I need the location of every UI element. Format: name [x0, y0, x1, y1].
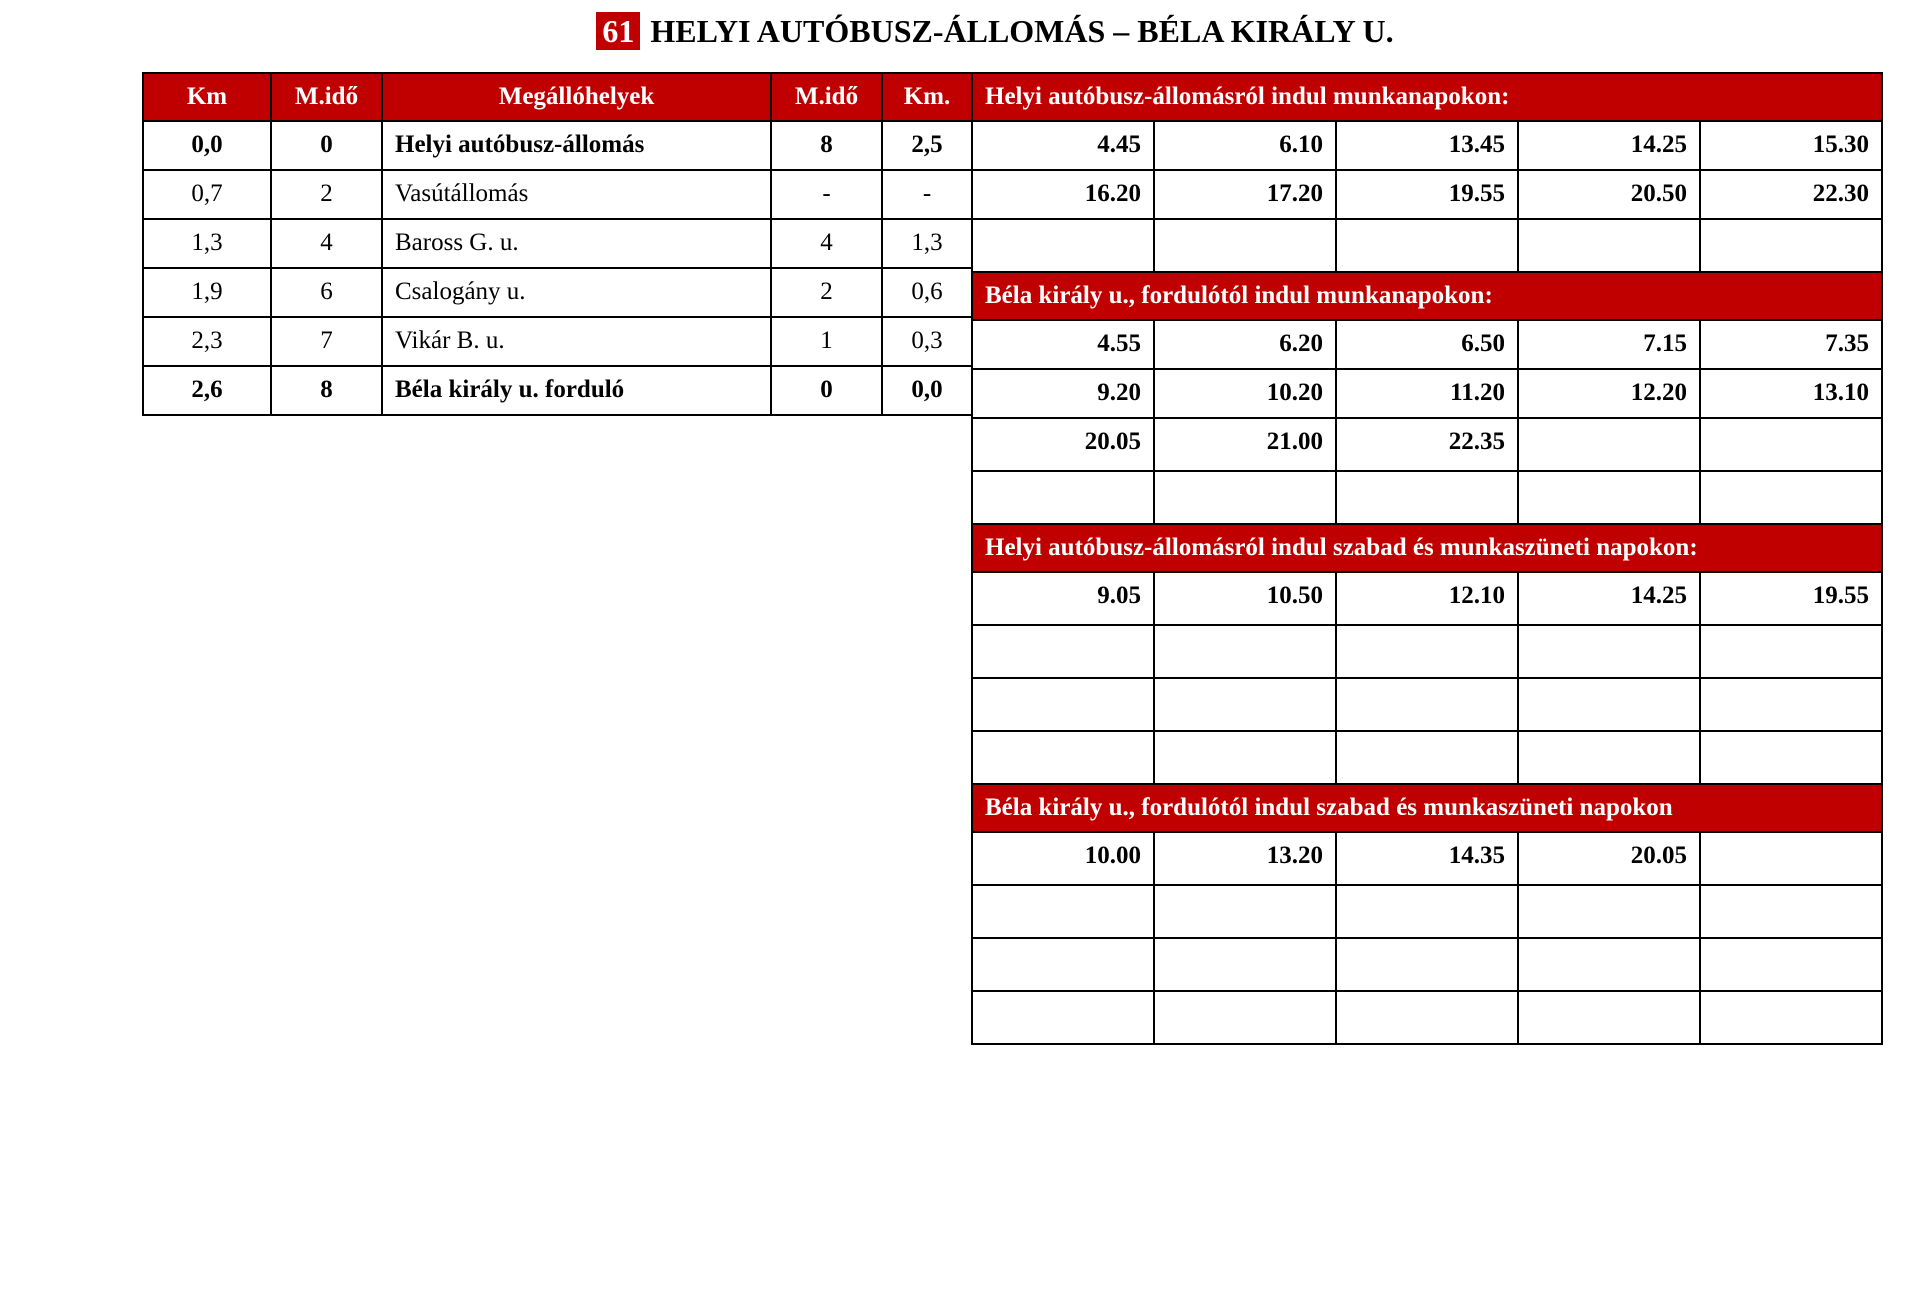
stop-km: 2,6	[143, 366, 271, 415]
departure-time	[1700, 678, 1882, 731]
departure-time: 13.45	[1336, 121, 1518, 170]
departure-time	[972, 219, 1154, 272]
stop-km: 2,3	[143, 317, 271, 366]
departure-time	[1700, 885, 1882, 938]
stop-time-return: 0	[771, 366, 882, 415]
departure-time	[1336, 471, 1518, 524]
departure-time	[972, 625, 1154, 678]
departure-row	[972, 572, 1882, 625]
stop-km-return: 0,3	[882, 317, 972, 366]
stop-name: Helyi autóbusz-állomás	[382, 121, 771, 170]
stops-table	[142, 72, 973, 416]
departure-time: 10.20	[1154, 369, 1336, 418]
departure-time: 6.50	[1336, 320, 1518, 369]
stop-name: Csalogány u.	[382, 268, 771, 317]
stop-time-return: 4	[771, 219, 882, 268]
departure-time	[1518, 678, 1700, 731]
departure-time: 7.35	[1700, 320, 1882, 369]
departure-time	[1700, 471, 1882, 524]
section-title: Helyi autóbusz-állomásról indul munkanapokon:	[972, 73, 1882, 121]
departure-time: 14.25	[1518, 121, 1700, 170]
departure-time	[1154, 625, 1336, 678]
stop-time: 0	[271, 121, 382, 170]
departure-time	[1154, 731, 1336, 784]
departure-time	[1336, 678, 1518, 731]
departure-row	[972, 369, 1882, 418]
departure-time	[1518, 731, 1700, 784]
departure-time	[1336, 625, 1518, 678]
stop-row	[143, 219, 972, 268]
stop-time: 6	[271, 268, 382, 317]
departure-time: 9.20	[972, 369, 1154, 418]
departure-time	[1700, 625, 1882, 678]
stop-km: 0,0	[143, 121, 271, 170]
departure-time: 7.15	[1518, 320, 1700, 369]
departure-time	[972, 938, 1154, 991]
departure-row	[972, 471, 1882, 524]
departure-time: 13.20	[1154, 832, 1336, 885]
header-travel-time-return: M.idő	[771, 73, 882, 121]
departure-time	[1518, 991, 1700, 1044]
departure-time	[1154, 219, 1336, 272]
header-km: Km	[143, 73, 271, 121]
stop-time-return: 1	[771, 317, 882, 366]
route-name: HELYI AUTÓBUSZ-ÁLLOMÁS – BÉLA KIRÁLY U.	[650, 13, 1394, 49]
stop-time: 7	[271, 317, 382, 366]
section-header-row	[972, 524, 1882, 572]
stop-km-return: 0,0	[882, 366, 972, 415]
stop-time: 2	[271, 170, 382, 219]
departure-time	[1518, 938, 1700, 991]
stop-time: 4	[271, 219, 382, 268]
departure-time	[1154, 991, 1336, 1044]
departure-time	[1518, 625, 1700, 678]
departure-row	[972, 991, 1882, 1044]
departure-time	[1518, 219, 1700, 272]
timetable	[971, 72, 1883, 1045]
departure-time	[1700, 219, 1882, 272]
stop-row	[143, 317, 972, 366]
departure-time	[1700, 731, 1882, 784]
departure-time: 22.35	[1336, 418, 1518, 471]
departure-time	[1336, 991, 1518, 1044]
header-km-return: Km.	[882, 73, 972, 121]
departure-time: 20.05	[1518, 832, 1700, 885]
departure-time: 16.20	[972, 170, 1154, 219]
departure-time: 15.30	[1700, 121, 1882, 170]
page-title	[0, 10, 1920, 52]
departure-row	[972, 320, 1882, 369]
departure-time	[1700, 938, 1882, 991]
departure-time: 19.55	[1336, 170, 1518, 219]
departure-row	[972, 170, 1882, 219]
departure-time	[1154, 885, 1336, 938]
departure-time	[972, 678, 1154, 731]
departure-time: 21.00	[1154, 418, 1336, 471]
stop-name: Baross G. u.	[382, 219, 771, 268]
departure-time	[1518, 885, 1700, 938]
departure-time: 10.50	[1154, 572, 1336, 625]
departure-row	[972, 678, 1882, 731]
departure-time: 11.20	[1336, 369, 1518, 418]
section-header-row	[972, 784, 1882, 832]
departure-time	[1336, 885, 1518, 938]
stop-km-return: 1,3	[882, 219, 972, 268]
stop-km: 1,9	[143, 268, 271, 317]
departure-time	[972, 471, 1154, 524]
departure-time: 22.30	[1700, 170, 1882, 219]
departure-time: 13.10	[1700, 369, 1882, 418]
departure-time	[972, 991, 1154, 1044]
departure-time: 4.55	[972, 320, 1154, 369]
departure-time: 10.00	[972, 832, 1154, 885]
departure-time	[1336, 731, 1518, 784]
section-title: Béla király u., fordulótól indul szabad és munkaszüneti napokon	[972, 784, 1882, 832]
stop-km-return: 0,6	[882, 268, 972, 317]
departure-time	[1154, 678, 1336, 731]
stop-name: Vasútállomás	[382, 170, 771, 219]
stop-km-return: -	[882, 170, 972, 219]
departure-time	[1518, 418, 1700, 471]
stop-km-return: 2,5	[882, 121, 972, 170]
departure-time: 14.25	[1518, 572, 1700, 625]
stop-km: 1,3	[143, 219, 271, 268]
section-header-row	[972, 73, 1882, 121]
stop-time: 8	[271, 366, 382, 415]
departure-time: 12.10	[1336, 572, 1518, 625]
stop-row	[143, 121, 972, 170]
stop-row	[143, 366, 972, 415]
departure-row	[972, 121, 1882, 170]
stop-name: Vikár B. u.	[382, 317, 771, 366]
departure-time: 17.20	[1154, 170, 1336, 219]
stop-time-return: 2	[771, 268, 882, 317]
section-title: Helyi autóbusz-állomásról indul szabad és munkaszüneti napokon:	[972, 524, 1882, 572]
route-number: 61	[596, 12, 640, 50]
departure-time: 9.05	[972, 572, 1154, 625]
departure-row	[972, 731, 1882, 784]
departure-row	[972, 832, 1882, 885]
departure-time	[1336, 938, 1518, 991]
stop-time-return: 8	[771, 121, 882, 170]
departure-row	[972, 219, 1882, 272]
departure-row	[972, 625, 1882, 678]
departure-row	[972, 938, 1882, 991]
departure-time: 20.05	[972, 418, 1154, 471]
section-title: Béla király u., fordulótól indul munkanapokon:	[972, 272, 1882, 320]
section-header-row	[972, 272, 1882, 320]
departure-time: 20.50	[1518, 170, 1700, 219]
header-travel-time: M.idő	[271, 73, 382, 121]
departure-row	[972, 418, 1882, 471]
departure-time: 4.45	[972, 121, 1154, 170]
stops-header-row	[143, 73, 972, 121]
stop-name: Béla király u. forduló	[382, 366, 771, 415]
departure-time	[1336, 219, 1518, 272]
stop-row	[143, 170, 972, 219]
departure-time	[1700, 991, 1882, 1044]
departure-time	[1154, 471, 1336, 524]
departure-time	[972, 731, 1154, 784]
stop-row	[143, 268, 972, 317]
departure-time: 19.55	[1700, 572, 1882, 625]
departure-time: 14.35	[1336, 832, 1518, 885]
stop-km: 0,7	[143, 170, 271, 219]
stop-time-return: -	[771, 170, 882, 219]
departure-time	[1700, 832, 1882, 885]
departure-row	[972, 885, 1882, 938]
departure-time	[1700, 418, 1882, 471]
departure-time: 6.10	[1154, 121, 1336, 170]
departure-time	[1518, 471, 1700, 524]
departure-time: 12.20	[1518, 369, 1700, 418]
departure-time: 6.20	[1154, 320, 1336, 369]
header-stops: Megállóhelyek	[382, 73, 771, 121]
departure-time	[1154, 938, 1336, 991]
departure-time	[972, 885, 1154, 938]
